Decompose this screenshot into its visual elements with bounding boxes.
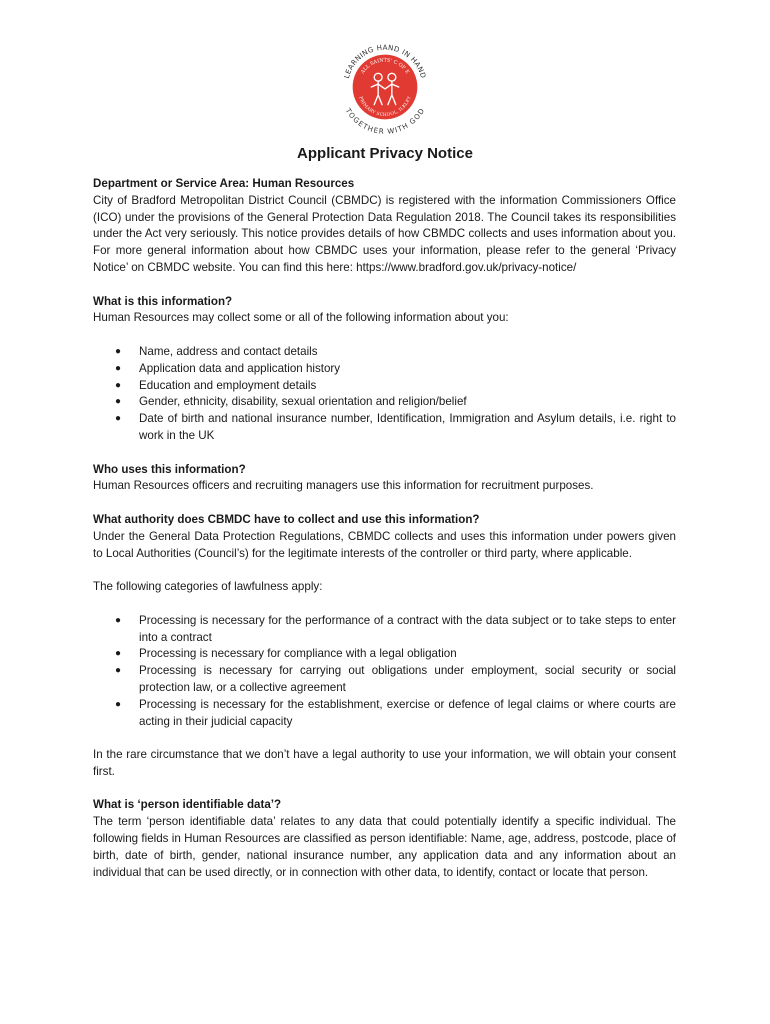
bullet-icon: ● (115, 614, 122, 626)
logo-top-text: LEARNING HAND IN HAND (341, 42, 429, 80)
list-item: ● Processing is necessary for the establishment, exercise or defence of legal claims or where courts are acting in their judicial capacity (115, 697, 676, 728)
bullet-icon: ● (115, 362, 122, 374)
section-heading-who: Who uses this information? (93, 462, 246, 476)
consent-paragraph: In the rare circumstance that we don’t have a legal authority to use your information, we will obtain your consent first. (93, 748, 676, 778)
list-item: ● Processing is necessary for the performance of a contract with the data subject or to take steps to enter into a contract (115, 613, 676, 644)
who-paragraph: Human Resources officers and recruiting managers use this information for recruitment purposes. (93, 479, 594, 493)
section-heading-what: What is this information? (93, 294, 233, 308)
section-heading-department: Department or Service Area: Human Resources (93, 177, 355, 190)
bullet-icon: ● (115, 345, 122, 357)
logo-circle (353, 55, 418, 120)
logo-inner-top-text: ALL SAINTS' C OF E (359, 57, 411, 76)
list-item: ● Processing is necessary for compliance with a legal obligation (93, 646, 676, 663)
logo-bottom-text: TOGETHER WITH GOD (343, 106, 427, 136)
section-heading-pid: What is ‘person identifiable data’? (93, 798, 282, 812)
department-paragraph: City of Bradford Metropolitan District Council (CBMDC) is registered with the information Commissioners Office (ICO) under the provisions of the General Protection Data Regulation 2018. The Council takes its responsibilities under the Act very seriously. This notice provides details of how CBMDC collects and uses information about you. For more general information about how CBMDC uses your information, please refer to the general ‘Privacy Notice’ on CBMDC website. You can find this here: https://www.bradford.gov.uk/privacy-notice/ (93, 193, 676, 274)
bullet-icon: ● (115, 413, 122, 425)
list-item: ● Processing is necessary for carrying out obligations under employment, social security or social protection law, or a collective agreement (115, 664, 676, 694)
school-logo (336, 38, 434, 136)
logo-inner-bottom-text: PRIMARY SCHOOL, ILKLEY (357, 95, 413, 118)
pid-paragraph: The term ‘person identifiable data’ relates to any data that could potentially identify a specific individual. The following fields in Human Resources are classified as person identifiable: Name, age, address, postcode, place of birth, date of birth, gender, national insurance number, any application data and any information about an individual that can be used directly, or in connection with other data, to identify, contact or locate that person. (93, 815, 676, 879)
list-item: ● Gender, ethnicity, disability, sexual orientation and religion/belief (93, 394, 676, 411)
section-heading-authority: What authority does CBMDC have to collect and use this information? (93, 512, 480, 526)
bullet-icon: ● (115, 698, 122, 710)
information-list (93, 344, 676, 445)
bullet-icon: ● (115, 648, 122, 660)
bullet-icon: ● (115, 396, 122, 408)
document-body (93, 176, 676, 881)
authority-paragraph: Under the General Data Protection Regulations, CBMDC collects and uses this information under powers given to Local Authorities (Council’s) for the legitimate interests of the controller or third party, where applicable. (93, 529, 676, 560)
list-item: ● Education and employment details (93, 378, 676, 395)
page-title: Applicant Privacy Notice (297, 145, 473, 162)
list-item: ● Application data and application history (93, 361, 676, 378)
bullet-icon: ● (115, 665, 122, 677)
bullet-icon: ● (115, 379, 122, 391)
list-item: ● Date of birth and national insurance number, Identification, Immigration and Asylum details, i.e. right to work in the UK (115, 412, 676, 442)
what-intro: Human Resources may collect some or all of the following information about you: (93, 311, 509, 325)
categories-intro: The following categories of lawfulness apply: (93, 580, 323, 594)
lawfulness-list (93, 613, 676, 731)
list-item: ● Name, address and contact details (93, 344, 676, 361)
